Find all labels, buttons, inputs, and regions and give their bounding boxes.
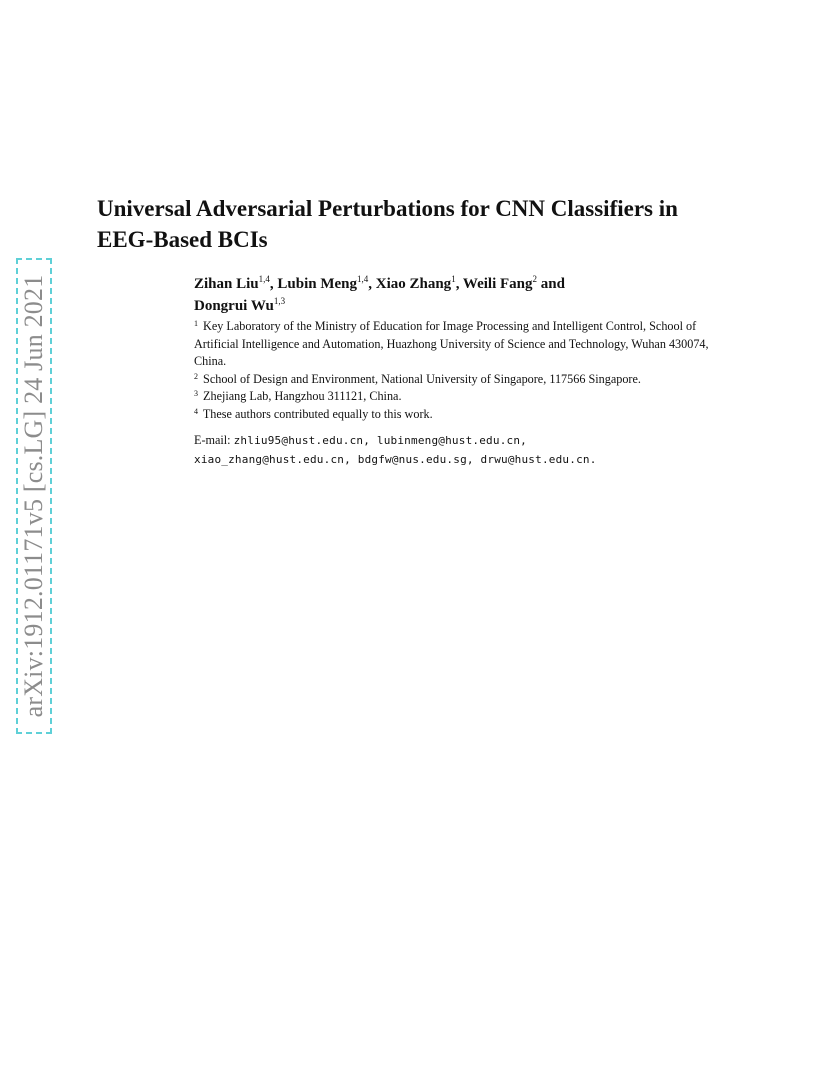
affiliation-marker: 1: [194, 319, 198, 328]
author-separator: ,: [455, 276, 463, 292]
arxiv-identifier-stamp: [16, 258, 52, 734]
affiliation-marker: 2: [194, 371, 198, 381]
email-addresses-line-1[interactable]: zhliu95@hust.edu.cn, lubinmeng@hust.edu.cn,: [233, 434, 527, 447]
paper-title: [97, 193, 737, 255]
author-affiliation-marker: 1,4: [258, 274, 270, 284]
paper-title-line-2: EEG-Based BCIs: [97, 227, 268, 252]
author-name: Zihan Liu: [194, 276, 259, 292]
affiliation-list: [194, 318, 714, 423]
arxiv-identifier-text: arXiv:1912.01171v5 [cs.LG] 24 Jun 2021: [19, 274, 48, 718]
affiliation-text: These authors contributed equally to this work.: [202, 406, 433, 421]
affiliation-marker: 3: [194, 389, 198, 398]
affiliation-item: [194, 388, 714, 406]
affiliation-item: [194, 406, 714, 424]
author-affiliation-marker: 1,3: [273, 296, 286, 306]
author-separator: ,: [269, 276, 278, 292]
author-affiliation-marker: 1: [451, 274, 456, 284]
email-label: E-mail:: [194, 433, 231, 447]
author-list: [194, 273, 754, 317]
affiliation-text: Zhejiang Lab, Hangzhou 311121, China.: [203, 389, 402, 403]
author-name: Weili Fang: [462, 276, 533, 292]
author-separator: ,: [368, 276, 376, 292]
affiliation-item: [194, 371, 714, 389]
email-contacts: [194, 431, 794, 469]
author-name: Dongrui Wu: [194, 298, 274, 314]
affiliation-text: Key Laboratory of the Ministry of Education for Image Processing and Intelligent Control, School of Artificial Intelligence and Automation, Huazhong University of Science and Technology, Wuhan 430074, China.: [194, 319, 709, 368]
author-separator: and: [537, 276, 565, 292]
affiliation-marker: 4: [194, 406, 198, 416]
paper-title-line-1: Universal Adversarial Perturbations for CNN Classifiers in: [97, 196, 678, 221]
affiliation-text: School of Design and Environment, National University of Singapore, 117566 Singapore.: [203, 371, 641, 386]
author-affiliation-marker: 1,4: [356, 274, 369, 284]
author-name: Xiao Zhang: [375, 276, 452, 292]
affiliation-item: [194, 318, 714, 371]
email-addresses-line-2[interactable]: xiao_zhang@hust.edu.cn, bdgfw@nus.edu.sg, drwu@hust.edu.cn.: [194, 453, 597, 466]
author-name: Lubin Meng: [277, 276, 357, 292]
author-affiliation-marker: 2: [532, 274, 538, 284]
